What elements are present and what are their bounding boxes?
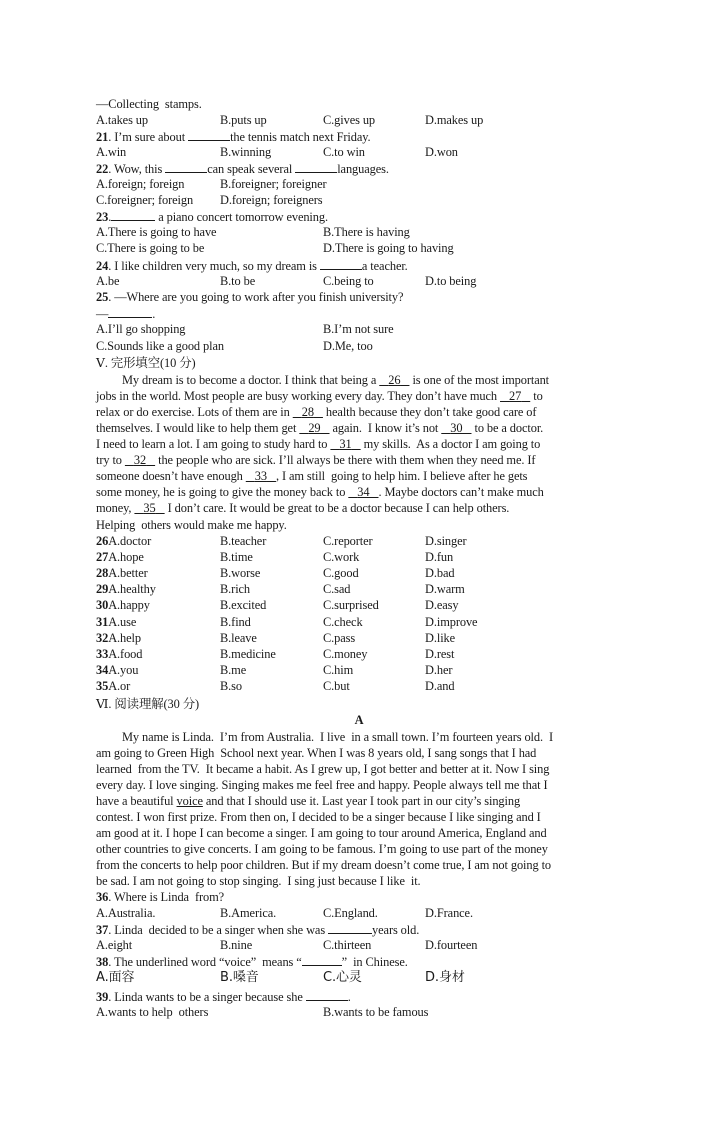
question-number: 36 — [96, 890, 109, 904]
question-text: years old. — [372, 923, 420, 937]
cloze-blank: 34 — [357, 485, 370, 499]
question-21 — [96, 128, 371, 145]
option-a: A.foreign; foreign — [96, 177, 185, 191]
option-d: D.身材 — [425, 970, 465, 985]
option-b: B.winning — [220, 145, 272, 159]
option-d: D.to being — [425, 274, 477, 288]
question-23: 23. a piano concert tomorrow evening. — [96, 210, 328, 224]
question-number: 32 — [96, 631, 109, 645]
option-d: D.like — [425, 631, 456, 645]
option-b: B.to be — [220, 274, 256, 288]
option-c: C.surprised — [323, 598, 379, 612]
question-number: 28 — [96, 566, 109, 580]
question-number: 31 — [96, 615, 109, 629]
question-number: 23 — [96, 210, 109, 224]
question-text: . Linda wants to be a singer because she — [108, 990, 306, 1004]
question-text: a teacher. — [361, 259, 408, 273]
cloze-question-33 — [96, 646, 142, 662]
reading-line: am going to Green High School next year. When I was 8 years old, I sang songs that I had — [96, 746, 537, 760]
option-a: A.healthy — [108, 582, 156, 596]
question-22 — [96, 160, 389, 177]
option-c: C.pass — [323, 631, 356, 645]
option-b: B.wants to be famous — [323, 1005, 429, 1019]
option-c: C.There is going to be — [96, 241, 205, 255]
option-c: C.to win — [323, 145, 365, 159]
answer-blank — [111, 208, 155, 221]
section-heading: Ⅴ. 完形填空(10 分) — [96, 356, 196, 370]
reading-line: contest. I won first prize. From then on, I decided to be a singer because I like singing and I — [96, 810, 541, 824]
cloze-blank: 28 — [301, 405, 314, 419]
option-b: B.foreigner; foreigner — [220, 177, 327, 191]
cloze-line: jobs in the world. Most people are busy working every day. They don’t have much 27 to — [96, 389, 543, 403]
option-d: D.and — [425, 679, 455, 693]
option-d: D.France. — [425, 906, 473, 920]
question-text: languages. — [337, 162, 389, 176]
question-text: ” in Chinese. — [341, 955, 408, 969]
question-number: 34 — [96, 663, 109, 677]
answer-blank — [306, 988, 348, 1001]
option-d: D.makes up — [425, 113, 484, 127]
question-number: 33 — [96, 647, 109, 661]
underlined-word: voice — [176, 794, 203, 808]
option-a: A.food — [108, 647, 143, 661]
question-number: 35 — [96, 679, 109, 693]
option-a: A.be — [96, 274, 120, 288]
option-d: D.improve — [425, 615, 478, 629]
reading-line: from the concerts to help poor children. But if my dream doesn’t come true, I am not going to — [96, 858, 552, 872]
option-c: C.foreigner; foreign — [96, 193, 194, 207]
question-text: a piano concert tomorrow evening. — [155, 210, 328, 224]
option-a: A.There is going to have — [96, 225, 217, 239]
option-c: C.gives up — [323, 113, 376, 127]
question-number: 37 — [96, 923, 109, 937]
answer-blank — [302, 953, 342, 966]
option-d: D.her — [425, 663, 453, 677]
option-c: C.money — [323, 647, 368, 661]
cloze-question-26 — [96, 533, 151, 549]
answer-blank — [295, 160, 337, 173]
question-text: the tennis match next Friday. — [230, 130, 371, 144]
cloze-line: themselves. I would like to help them get 29 again. I know it’s not 30 to be a doctor. — [96, 421, 544, 435]
option-a: A.takes up — [96, 113, 148, 127]
question-text: . Linda decided to be a singer when she was — [108, 923, 329, 937]
reading-line: My name is Linda. I’m from Australia. I live in a small town. I’m fourteen years old. I — [122, 730, 554, 744]
option-b: B.America. — [220, 906, 277, 920]
question-number: 38 — [96, 955, 109, 969]
question-text: . The underlined word “voice” means “ — [108, 955, 302, 969]
question-number: 30 — [96, 598, 109, 612]
option-d: D.fun — [425, 550, 454, 564]
question-text: . Wow, this — [108, 162, 166, 176]
option-c: C.reporter — [323, 534, 373, 548]
cloze-line: Helping others would make me happy. — [96, 518, 287, 532]
option-d: D.Me, too — [323, 339, 373, 353]
cloze-line: some money, he is going to give the money back to 34 . Maybe doctors can’t make much — [96, 485, 544, 499]
option-d: D.easy — [425, 598, 459, 612]
passage-label: A — [354, 713, 364, 727]
reading-line: every day. I love singing. Singing makes me feel free and happy. People always tell me that I — [96, 778, 548, 792]
option-a: A.eight — [96, 938, 133, 952]
question-number: 26 — [96, 534, 109, 548]
cloze-blank: 35 — [143, 501, 156, 515]
option-c: C.being to — [323, 274, 374, 288]
option-b: B.nine — [220, 938, 253, 952]
cloze-question-28 — [96, 565, 148, 581]
option-d: D.singer — [425, 534, 467, 548]
cloze-question-27 — [96, 549, 144, 565]
option-b: B.excited — [220, 598, 267, 612]
option-b: B.leave — [220, 631, 257, 645]
option-a: A.or — [108, 679, 131, 693]
answer-blank — [320, 257, 362, 270]
option-a: A.you — [108, 663, 139, 677]
option-d: D.won — [425, 145, 458, 159]
option-c: C.check — [323, 615, 363, 629]
cloze-blank: 29 — [308, 421, 321, 435]
option-c: C.Sounds like a good plan — [96, 339, 224, 353]
reading-line: have a beautiful voice and that I should use it. Last year I took part in our city’s singing — [96, 794, 521, 808]
question-number: 39 — [96, 990, 109, 1004]
cloze-line: try to 32 the people who are sick. I’ll always be there with them when they need me. If — [96, 453, 536, 467]
option-a: A.I’ll go shopping — [96, 322, 186, 336]
answer-blank — [165, 160, 207, 173]
cloze-line: money, 35 I don’t care. It would be great to be a doctor because I can help others. — [96, 501, 510, 515]
option-c: C.good — [323, 566, 359, 580]
cloze-question-30 — [96, 597, 150, 613]
option-c: C.work — [323, 550, 360, 564]
answer-line: — . — [96, 307, 156, 321]
cloze-blank: 33 — [254, 469, 267, 483]
option-b: B.me — [220, 663, 247, 677]
option-a: A.better — [108, 566, 148, 580]
reading-line: be sad. I am not going to stop singing. I sing just because I like it. — [96, 874, 421, 888]
option-a: A.win — [96, 145, 127, 159]
cloze-question-31 — [96, 614, 136, 630]
answer-blank — [108, 305, 152, 318]
question-number: 21 — [96, 130, 109, 144]
question-number: 27 — [96, 550, 109, 564]
option-b: B.rich — [220, 582, 251, 596]
question-24 — [96, 257, 408, 274]
option-a: A.Australia. — [96, 906, 156, 920]
cloze-line: I need to learn a lot. I am going to study hard to 31 my skills. As a doctor I am going to — [96, 437, 541, 451]
option-a: A.happy — [108, 598, 150, 612]
cloze-line: My dream is to become a doctor. I think that being a 26 is one of the most important — [122, 373, 550, 387]
question-text: can speak several — [207, 162, 296, 176]
question-39 — [96, 988, 351, 1005]
option-b: B.I’m not sure — [323, 322, 394, 336]
option-d: D.bad — [425, 566, 455, 580]
option-b: B.so — [220, 679, 242, 693]
option-a: A.面容 — [96, 970, 135, 985]
cloze-question-35 — [96, 678, 130, 694]
option-b: B.medicine — [220, 647, 276, 661]
question-25 — [96, 289, 403, 305]
option-c: C.thirteen — [323, 938, 372, 952]
dialogue-line: —Collecting stamps. — [96, 97, 202, 111]
question-text: . —Where are you going to work after you finish university? — [108, 290, 404, 304]
cloze-line: relax or do exercise. Lots of them are in 28 health because they don’t take good care of — [96, 405, 537, 419]
reading-line: learned from the TV. It became a habit. As I grew up, I got better and better at it. Now I sing — [96, 762, 550, 776]
option-a: A.use — [108, 615, 137, 629]
cloze-blank: 31 — [339, 437, 352, 451]
option-b: B.puts up — [220, 113, 267, 127]
cloze-line: someone doesn’t have enough 33 , I am still going to help him. I believe after he gets — [96, 469, 528, 483]
option-c: C.him — [323, 663, 354, 677]
option-b: B.worse — [220, 566, 261, 580]
question-text: . — [347, 990, 351, 1004]
question-text: . Where is Linda from? — [108, 890, 225, 904]
question-38 — [96, 953, 408, 970]
section-heading: Ⅵ. 阅读理解(30 分) — [96, 697, 200, 711]
answer-blank — [328, 921, 372, 934]
option-b: B.find — [220, 615, 251, 629]
reading-line: am good at it. I hope I can become a singer. I am going to tour around America, England and — [96, 826, 547, 840]
option-a: A.help — [108, 631, 141, 645]
question-number: 22 — [96, 162, 109, 176]
question-text: . I’m sure about — [108, 130, 189, 144]
question-text: . I like children very much, so my dream is — [108, 259, 320, 273]
option-b: B.teacher — [220, 534, 267, 548]
cloze-blank: 26 — [388, 373, 401, 387]
option-c: C.sad — [323, 582, 351, 596]
option-c: C.England. — [323, 906, 378, 920]
option-b: B.There is having — [323, 225, 410, 239]
question-number: 24 — [96, 259, 109, 273]
cloze-question-32 — [96, 630, 141, 646]
answer-blank — [188, 128, 230, 141]
option-d: D.fourteen — [425, 938, 478, 952]
cloze-question-29 — [96, 581, 156, 597]
option-c: C.but — [323, 679, 350, 693]
cloze-question-34 — [96, 662, 138, 678]
reading-line: other countries to give concerts. I am going to be famous. I’m going to use part of the money — [96, 842, 548, 856]
question-37 — [96, 921, 419, 938]
cloze-blank: 32 — [133, 453, 147, 467]
cloze-blank: 30 — [450, 421, 463, 435]
option-d: D.There is going to having — [323, 241, 454, 255]
option-a: A.doctor — [108, 534, 152, 548]
option-c: C.心灵 — [323, 970, 362, 985]
option-b: B.time — [220, 550, 253, 564]
question-number: 29 — [96, 582, 109, 596]
option-d: D.warm — [425, 582, 465, 596]
option-a: A.hope — [108, 550, 144, 564]
option-b: B.嗓音 — [220, 970, 259, 985]
option-d: D.rest — [425, 647, 455, 661]
option-d: D.foreign; foreigners — [220, 193, 323, 207]
cloze-blank: 27 — [509, 389, 522, 403]
question-number: 25 — [96, 290, 109, 304]
question-36 — [96, 889, 224, 905]
option-a: A.wants to help others — [96, 1005, 209, 1019]
